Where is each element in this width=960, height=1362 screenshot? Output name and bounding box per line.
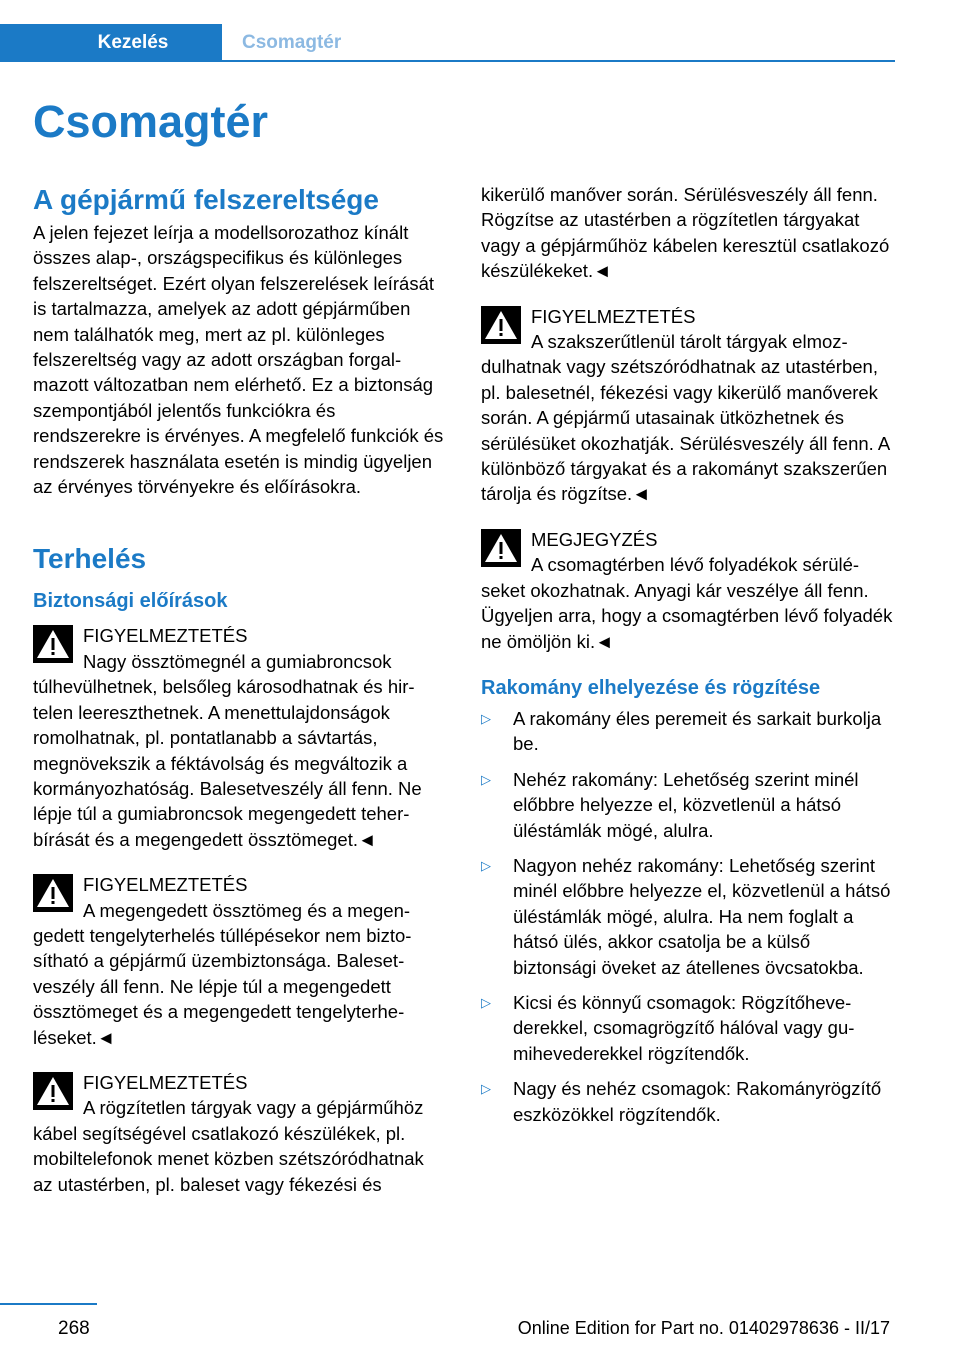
triangle-right-icon: ▷ — [481, 857, 491, 873]
section-title-terheles: Terhelés — [33, 543, 147, 575]
warning-triangle-icon — [481, 306, 521, 344]
list-item: ▷ A rakomány éles peremeit és sarkait burkolja be. — [481, 707, 882, 755]
section-text-felszereltseg: A jelen fejezet leírja a modellsorozathoz kínált összes alap-, országspecifikus és különleges felszereltséget. Ezért olyan felszerelések leírását is tartalmazza, amelyek az adott gépjárműben nem találhatók meg, mert az pl. különleges felszereltség vagy az adott országban forgalmazott változatban nem elérhető. Ez a biztonság szempontjából jelentős funkciókra és rendszerekre is érvényes. A megfelelő funkciók és rendszerek használata esetén is mindig ügyeljen az érvényes törvényekre és előírásokra. — [33, 222, 444, 498]
warning-triangle-icon — [33, 1072, 73, 1110]
tab-kezeles[interactable]: Kezelés — [0, 24, 222, 60]
triangle-right-icon: ▷ — [481, 994, 491, 1010]
warning-title: FIGYELMEZTETÉS — [83, 625, 248, 647]
warning-block — [481, 304, 896, 507]
triangle-right-icon: ▷ — [481, 771, 491, 787]
bullet-list — [481, 706, 896, 1127]
top-navigation-bar — [0, 0, 960, 62]
warning-title: FIGYELMEZTETÉS — [531, 305, 696, 327]
warning-title: FIGYELMEZTETÉS — [83, 1071, 248, 1093]
warning-triangle-icon — [481, 529, 521, 567]
section-title-felszereltseg: A gépjármű felszereltsége — [33, 184, 379, 215]
warning-text: Nagy össztömegnél a gumiabroncsok túlhevülhetnek, belsőleg károsodhatnak és hirtelen leereszthetnek. A menettulajdonságok romolhatnak, pl. pontatlanabb a sávtartás, megnövekszik a féktávolság és megváltozik a kormányozhatóság. Balesetveszély áll fenn. Ne lépje túl a gumiabroncsok megengedett teherbírását és a megengedett össztömeget.◄ — [33, 650, 422, 850]
triangle-right-icon: ▷ — [481, 710, 491, 726]
subsection-title-biztonsagi: Biztonsági előírások — [33, 590, 228, 613]
warning-block — [33, 1070, 448, 1197]
page-number: 268 — [58, 1318, 90, 1339]
chapter-title: Csomagtér — [33, 96, 269, 147]
note-text: A csomagtérben lévő folyadékok sérüléseket okozhatnak. Anyagi kár veszélye áll fenn. Ügyeljen arra, hogy a csomagtérben lévő folyadék ne ömöljön ki.◄ — [481, 554, 893, 652]
list-item: ▷ Nehéz rakomány: Lehetőség szerint minél előbbre helyezze el, közvetlenül a hátsó üléstámlák mögé, alulra. — [481, 768, 859, 841]
warning-text: A rögzítetlen tárgyak vagy a gépjárműhöz kábel segítségével csatlakozó készülékek, pl. mobiltelefonok menet közben szétszóródhatnak az utastérben, pl. baleset vagy fékezési és — [33, 1097, 424, 1195]
list-item: ▷ Nagyon nehéz rakomány: Lehetőség szerint minél előbbre helyezze el, közvetlenül a hátsó üléstámlák mögé, alulra. Ha nem foglalt a hátsó ülés, akkor csatolja be a külső biztonsági öveket az átellenes övcsatokba. — [481, 854, 891, 978]
warning-text: A megengedett össztömeg és a megengedett tengelyterhelés túllépésekor nem biztosítható a gépjármű üzembiztonsága. Balesetveszély áll fenn. Ne lépje túl a megengedett össztömeget és a megengedett tengelyterheléseket.◄ — [33, 899, 412, 1048]
left-column — [33, 180, 448, 1197]
warning-title: FIGYELMEZTETÉS — [83, 874, 248, 896]
footer-divider — [0, 1303, 97, 1305]
continued-text: kikerülő manőver során. Sérülésveszély áll fenn. Rögzítse az utastérben a rögzítetlen tárgyakat vagy a gépjárműhöz kábelen keresztül csatlakozó készülékeket.◄ — [481, 184, 890, 282]
warning-text: A szakszerűtlenül tárolt tárgyak elmozdulhatnak vagy szétszóródhatnak az utastérben, pl. balesetnél, fékezési vagy kikerülő manőverek során. A gépjármű utasainak ütközhetnek és sérülésüket okozhatják. Sérülésveszély áll fenn. A különböző tárgyakat és a rakományt szakszerűen tárolja és rögzítse.◄ — [481, 331, 890, 505]
right-column — [481, 182, 896, 1137]
subsection-title-rakomany: Rakomány elhelyezése és rögzítése — [481, 676, 821, 699]
triangle-right-icon: ▷ — [481, 1081, 491, 1097]
note-title: MEGJEGYZÉS — [531, 528, 658, 550]
list-item: ▷ Kicsi és könnyű csomagok: Rögzítőhevederekkel, csomagrögzítő hálóval vagy gumihevederekkel rögzítendők. — [481, 991, 855, 1064]
warning-triangle-icon — [33, 874, 73, 912]
warning-block — [33, 623, 448, 852]
note-block — [481, 527, 896, 654]
list-item: ▷ Nagy és nehéz csomagok: Rakományrögzítő eszközökkel rögzítendők. — [481, 1078, 882, 1125]
warning-triangle-icon — [33, 625, 73, 663]
header-divider — [0, 60, 895, 62]
tab-csomagter[interactable]: Csomagtér — [242, 32, 342, 53]
edition-note: Online Edition for Part no. 01402978636 - II/17 — [517, 1318, 890, 1338]
warning-block — [33, 872, 448, 1050]
